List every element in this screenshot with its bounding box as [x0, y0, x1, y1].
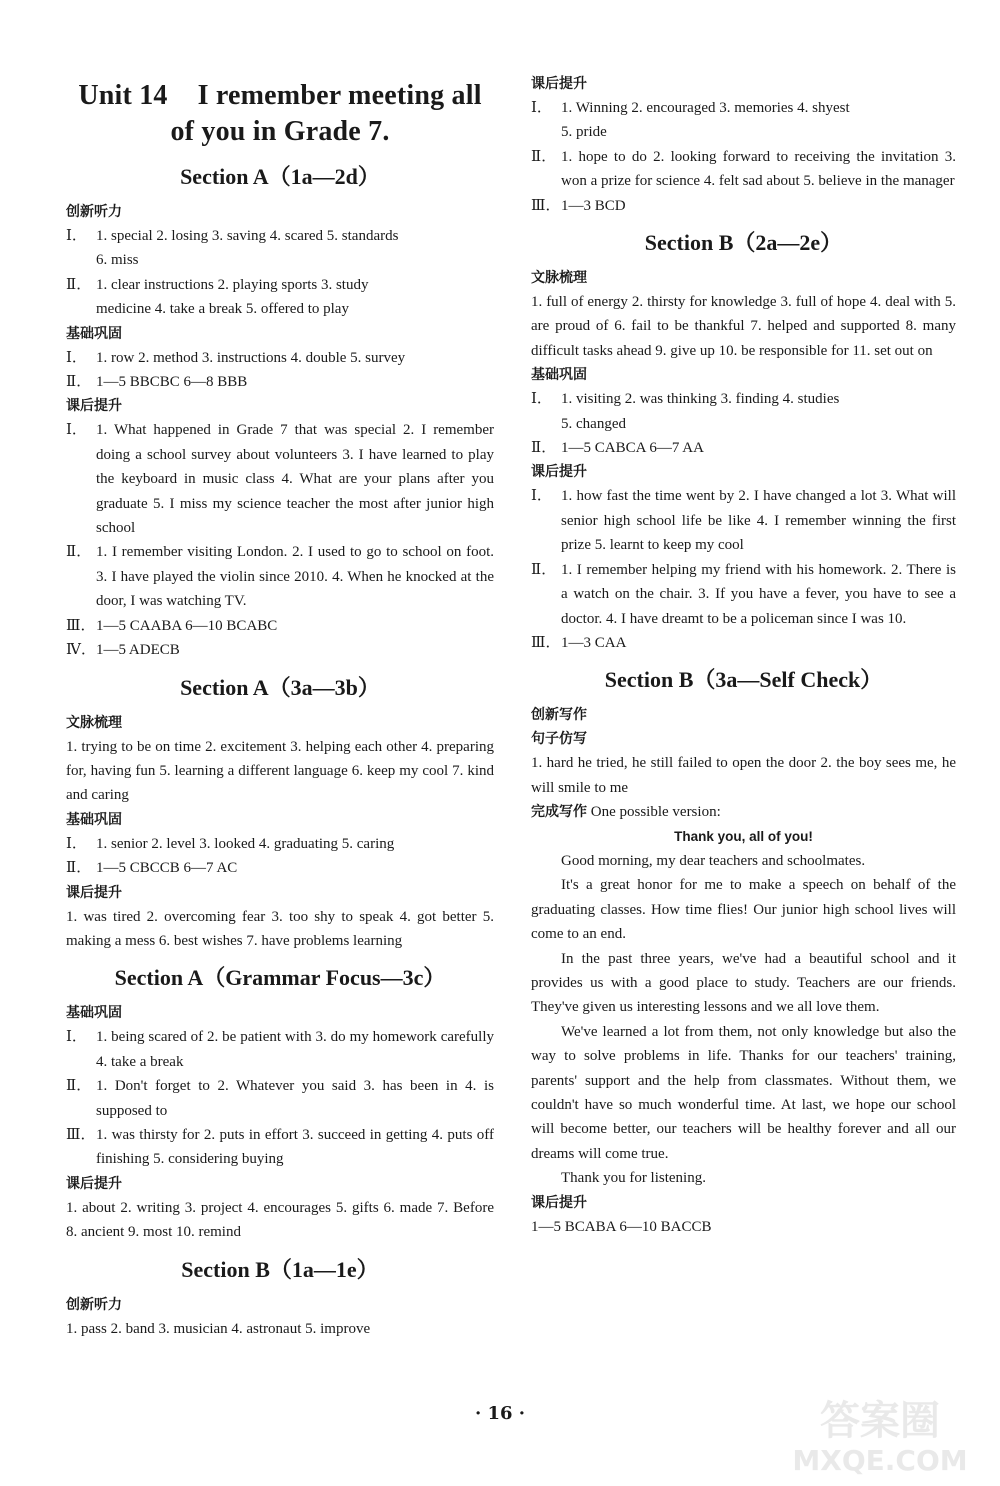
basic-label: 基础巩固	[66, 1005, 122, 1022]
answer-row: Ⅱ． 1—5 CABCA 6—7 AA	[531, 440, 704, 457]
answer-paragraph: 1. trying to be on time 2. excitement 3. helping each other 4. preparing for, having fun 5. learning a different language 6. keep my cool 7. kind and caring	[66, 738, 494, 804]
answer-paragraph: 1—5 BCABA 6—10 BACCB	[531, 1218, 712, 1235]
answer-row: Ⅲ． 1—3 CAA	[531, 634, 627, 651]
answer-paragraph: 1. pass 2. band 3. musician 4. astronaut 5. improve	[66, 1320, 371, 1337]
essay-body	[531, 849, 956, 1191]
unit-title-line1: I remember meeting all	[197, 80, 482, 111]
answer-paragraph: 1. about 2. writing 3. project 4. encourages 5. gifts 6. made 7. Before 8. ancient 9. most 10. remind	[66, 1199, 494, 1241]
answer-row-continued: 5. pride	[561, 124, 607, 141]
context-label: 文脉梳理	[66, 714, 122, 731]
section-a-1a-2d-title: Section A（1a—2d）	[180, 164, 380, 189]
after-class-label: 课后提升	[531, 464, 587, 481]
right-column	[531, 72, 956, 1239]
after-class-label: 课后提升	[531, 76, 587, 92]
essay-paragraph: Good morning, my dear teachers and schoolmates.	[561, 852, 866, 869]
answer-row: Ⅱ． 1. I remember visiting London. 2. I used to go to school on foot. 3. I have played the violin since 2010. 4. When he knocked at the door, I was watching TV.	[66, 544, 494, 610]
unit-title	[66, 78, 494, 150]
after-class-label: 课后提升	[66, 1175, 122, 1192]
listening-label: 创新听力	[66, 1296, 122, 1313]
section-b-2a-2e-title: Section B（2a—2e）	[644, 230, 843, 256]
watermark-line2: MXQE.COM	[792, 1444, 968, 1477]
answer-row: Ⅱ． 1. clear instructions 2. playing sports 3. study	[66, 276, 369, 293]
answer-row: Ⅰ． 1. row 2. method 3. instructions 4. double 5. survey	[66, 349, 406, 366]
section-b-self-check-title: Section B（3a—Self Check）	[604, 667, 883, 693]
section-a-grammar-title: Section A（Grammar Focus—3c）	[114, 965, 446, 991]
answer-row: Ⅰ． 1. how fast the time went by 2. I have changed a lot 3. What will senior high school life be like 4. I remember winning the first prize 5. learnt to keep my cool	[531, 488, 956, 554]
possible-version-text: One possible version:	[590, 804, 721, 821]
essay-paragraph: Thank you for listening.	[561, 1170, 706, 1187]
answer-row: Ⅱ． 1—5 BBCBC 6—8 BBB	[66, 374, 248, 391]
complete-writing-line	[531, 800, 956, 824]
answer-row: Ⅱ． 1. Don't forget to 2. Whatever you said 3. has been in 4. is supposed to	[66, 1078, 494, 1119]
unit-number: Unit 14	[78, 80, 168, 111]
essay-paragraph: It's a great honor for me to make a speech on behalf of the graduating classes. How time flies! Our junior high school lives will come to an end.	[531, 877, 956, 943]
after-class-label: 课后提升	[66, 884, 122, 901]
sentence-imitation-label: 句子仿写	[531, 731, 587, 748]
answer-row: Ⅲ． 1—5 CAABA 6—10 BCABC	[66, 617, 278, 634]
answer-row: Ⅰ． 1. being scared of 2. be patient with 3. do my homework carefully 4. take a break	[66, 1029, 494, 1070]
context-label: 文脉梳理	[531, 270, 587, 287]
answer-paragraph: 1. full of energy 2. thirsty for knowledge 3. full of hope 4. deal with 5. are proud of 6. fail to be thankful 7. helped and supported 8. many difficult tasks ahead 9. give up 10. be responsible for 11. set out on	[531, 294, 956, 359]
answer-row: Ⅰ． 1. senior 2. level 3. looked 4. graduating 5. caring	[66, 835, 395, 852]
answer-row-continued: medicine 4. take a break 5. offered to play	[96, 301, 349, 318]
answer-row: Ⅰ． 1. Winning 2. encouraged 3. memories 4. shyest	[531, 100, 850, 116]
answer-row: Ⅱ． 1. I remember helping my friend with his homework. 2. There is a watch on the chair. 3. If you have a fever, you have to see a doctor. 4. I have dreamt to be a policeman since I was 10.	[531, 561, 956, 627]
answer-row-continued: 5. changed	[561, 415, 626, 432]
after-class-label: 课后提升	[531, 1194, 587, 1211]
writing-label: 创新写作	[531, 707, 587, 724]
section-b-1a-1e-title: Section B（1a—1e）	[181, 1256, 379, 1282]
answer-paragraph: 1. was tired 2. overcoming fear 3. too shy to speak 4. got better 5. making a mess 6. best wishes 7. have problems learning	[66, 908, 494, 949]
answer-row: Ⅱ． 1. hope to do 2. looking forward to receiving the invitation 3. won a prize for science 4. felt sad about 5. believe in the manager	[531, 148, 956, 190]
answer-paragraph: 1. hard he tried, he still failed to open the door 2. the boy sees me, he will smile to me	[531, 755, 956, 796]
basic-label: 基础巩固	[531, 367, 587, 384]
answer-row: Ⅰ． 1. What happened in Grade 7 that was special 2. I remember doing a school survey about volunteers 3. I have learned to play the keyboard in music class 4. What are your plans after you graduate 5. I miss my science teacher the most after junior high school	[66, 422, 494, 537]
essay-title: Thank you, all of you!	[674, 828, 813, 844]
answer-row: Ⅱ． 1—5 CBCCB 6—7 AC	[66, 860, 238, 877]
answer-row: Ⅳ． 1—5 ADECB	[66, 642, 180, 659]
left-column	[66, 70, 494, 1341]
answer-row: Ⅰ． 1. special 2. losing 3. saving 4. scared 5. standards	[66, 228, 399, 244]
answer-row: Ⅰ． 1. visiting 2. was thinking 3. finding 4. studies	[531, 391, 840, 408]
section-a-3a-3b-title: Section A（3a—3b）	[180, 674, 380, 700]
watermark-logo	[770, 1386, 990, 1478]
watermark-line1: 答案圈	[820, 1398, 940, 1444]
answer-row: Ⅲ． 1—3 BCD	[531, 197, 626, 214]
basic-label: 基础巩固	[66, 811, 122, 828]
answer-row: Ⅲ． 1. was thirsty for 2. puts in effort 3. succeed in getting 4. puts off finishing 5. considering buying	[66, 1126, 494, 1168]
listening-label: 创新听力	[66, 204, 122, 220]
answer-row-continued: 6. miss	[96, 252, 139, 269]
after-class-label: 课后提升	[66, 398, 122, 415]
page-number: · 16 ·	[474, 1403, 526, 1424]
complete-writing-label: 完成写作	[531, 804, 587, 821]
unit-title-line2: of you in Grade 7.	[170, 116, 390, 147]
essay-paragraph: We've learned a lot from them, not only knowledge but also the way to solve problems in life. Thanks for our teachers' training, parents' support and the help from classmates. Without them, we couldn't have so much wonderful time. At last, we hope our school will become better, our teachers will be healthy forever and all our dreams will come true.	[531, 1023, 956, 1162]
essay-paragraph: In the past three years, we've had a beautiful school and it provides us with a good place to study. Teachers are our friends. They've given us interesting lessons and we all love them.	[531, 950, 956, 1016]
basic-label: 基础巩固	[66, 325, 122, 342]
